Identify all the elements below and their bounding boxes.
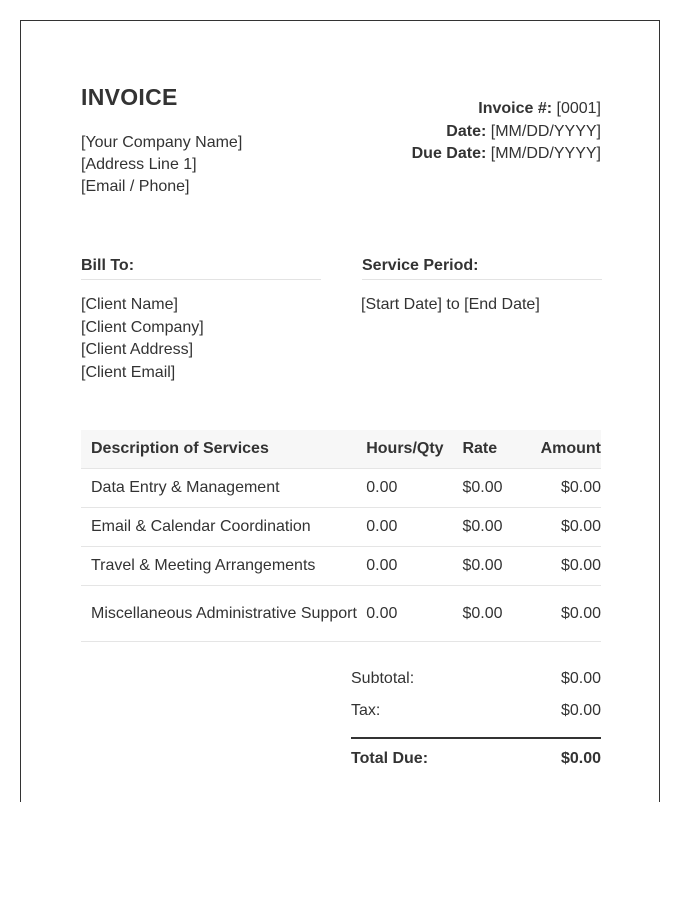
table-row (81, 469, 601, 508)
table-header-row (81, 430, 601, 469)
company-info (81, 132, 242, 198)
row-description: Miscellaneous Administrative Support (81, 586, 366, 642)
client-company: [Client Company] (81, 318, 204, 336)
row-amount: $0.00 (531, 547, 601, 586)
column-header-description: Description of Services (81, 430, 366, 469)
client-address: [Client Address] (81, 341, 194, 358)
service-period-value: [Start Date] to [End Date] (361, 296, 540, 313)
invoice-date (412, 121, 601, 144)
invoice-due-date (412, 143, 601, 166)
company-contact: [Email / Phone] (81, 178, 190, 195)
invoice-number (412, 98, 601, 121)
invoice-date-label: Date: (446, 122, 487, 140)
total-due-label: Total Due: (351, 750, 429, 767)
due-date-value: [MM/DD/YYYY] (490, 145, 601, 162)
row-qty: 0.00 (366, 508, 462, 547)
company-name: [Your Company Name] (81, 134, 243, 151)
subtotal-label: Subtotal: (351, 670, 415, 687)
invoice-date-value: [MM/DD/YYYY] (490, 122, 601, 140)
company-address: [Address Line 1] (81, 156, 197, 173)
table-row (81, 508, 601, 547)
row-amount: $0.00 (531, 508, 601, 547)
row-qty: 0.00 (366, 547, 462, 586)
row-description: Travel & Meeting Arrangements (81, 547, 366, 586)
invoice-number-label: Invoice #: (478, 100, 553, 117)
bill-to-heading: Bill To: (81, 257, 321, 280)
client-name: [Client Name] (81, 296, 178, 313)
invoice-page (20, 20, 660, 802)
row-rate: $0.00 (462, 586, 531, 642)
invoice-title: INVOICE (81, 84, 178, 110)
row-qty: 0.00 (366, 469, 462, 508)
row-amount: $0.00 (531, 586, 601, 642)
column-header-rate: Rate (462, 430, 531, 469)
table-row (81, 586, 601, 642)
row-description: Email & Calendar Coordination (81, 508, 366, 547)
due-date-label: Due Date: (411, 145, 487, 162)
row-description: Data Entry & Management (81, 469, 366, 508)
invoice-number-value: [0001] (556, 100, 601, 117)
row-amount: $0.00 (531, 469, 601, 508)
total-due-row (351, 739, 601, 768)
subtotal-row (351, 667, 601, 699)
subtotal-value: $0.00 (560, 670, 601, 687)
bill-to-details (81, 294, 204, 384)
invoice-meta (412, 98, 601, 166)
column-header-hours-qty: Hours/Qty (366, 430, 462, 469)
row-qty: 0.00 (366, 586, 462, 642)
services-table (81, 430, 601, 642)
row-rate: $0.00 (462, 469, 531, 508)
row-rate: $0.00 (462, 547, 531, 586)
tax-label: Tax: (351, 702, 381, 719)
row-rate: $0.00 (462, 508, 531, 547)
totals-section (351, 667, 601, 768)
column-header-amount: Amount (531, 430, 601, 469)
tax-value: $0.00 (560, 702, 601, 719)
total-due-value: $0.00 (560, 750, 601, 767)
client-email: [Client Email] (81, 363, 176, 381)
tax-row (351, 699, 601, 731)
service-period-heading: Service Period: (362, 257, 602, 280)
table-row (81, 547, 601, 586)
